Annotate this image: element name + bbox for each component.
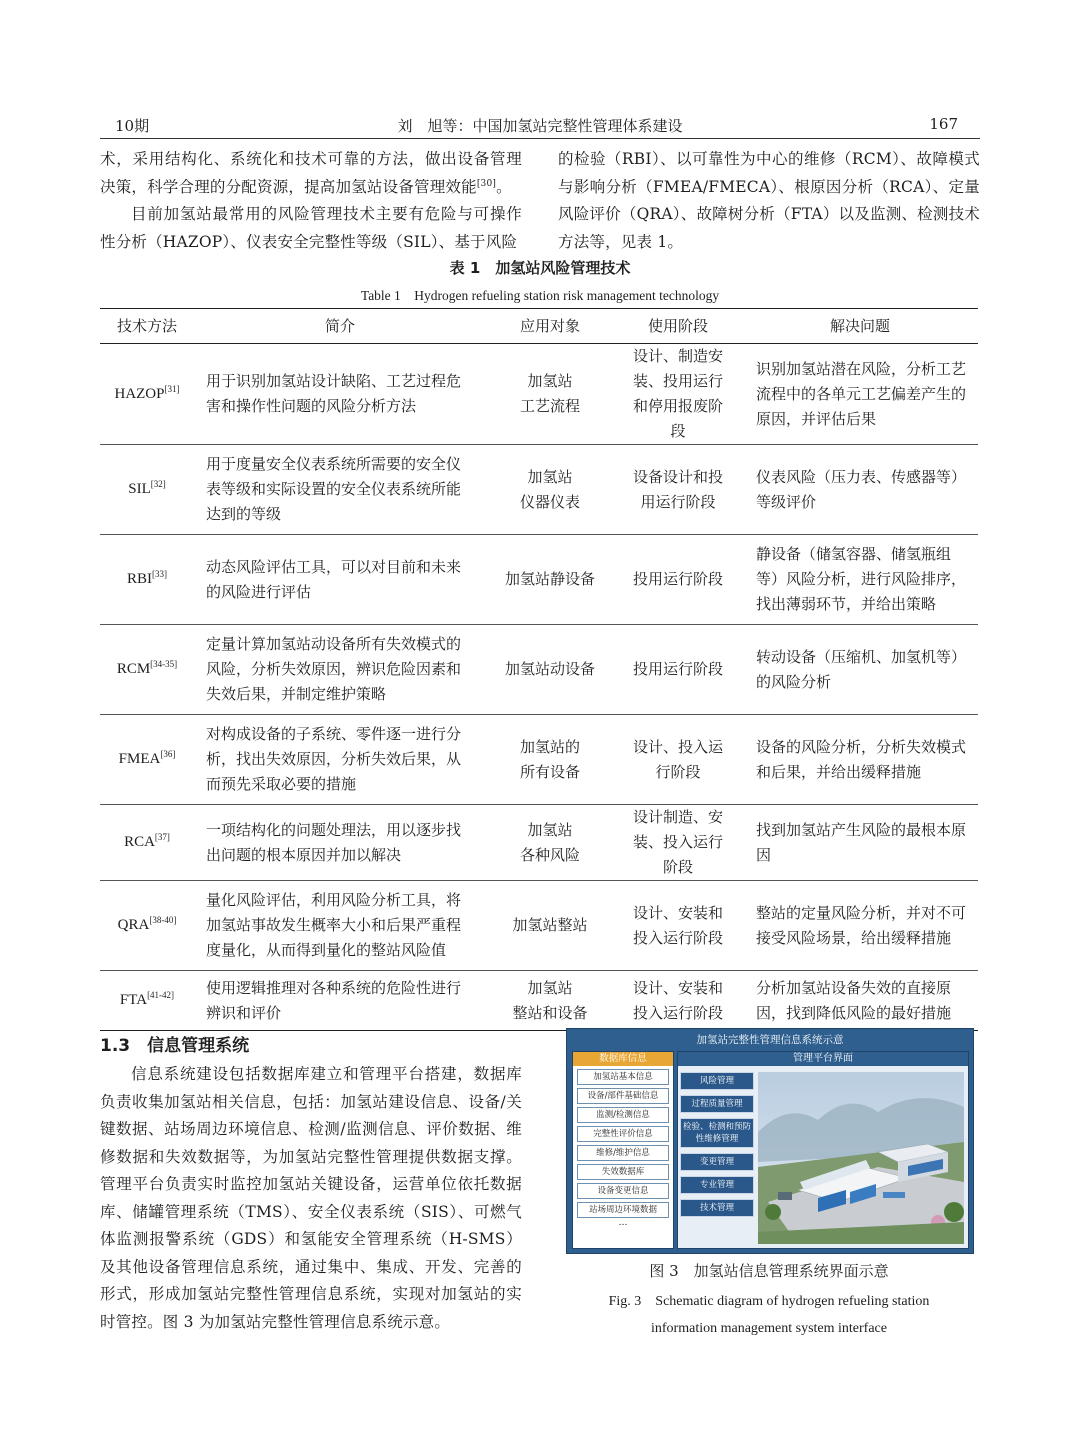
database-item: 维修/维护信息 [577,1145,669,1161]
management-menu-button[interactable]: 风险管理 [680,1072,754,1090]
citation: [33] [152,569,167,579]
problem-cell: 静设备（储氢容器、储氢瓶组等）风险分析，进行风险排序，找出薄弱环节，并给出策略 [742,535,978,625]
column-header: 简介 [194,309,486,344]
intro-paragraph-right: 的检验（RBI）、以可靠性为中心的维修（RCM）、故障模式与影响分析（FMEA/FMECA）、根原因分析（RCA）、定量风险评价（QRA）、故障树分析（FTA）以及监测、检测技术方法等，见表 1。 [558,150,980,251]
method-cell: FTA[41-42] [100,971,194,1031]
column-header: 应用对象 [486,309,614,344]
object-cell: 加氢站静设备 [486,535,614,625]
method-cell: RCA[37] [100,805,194,881]
problem-cell: 设备的风险分析，分析失效模式和后果，并给出缓释措施 [742,715,978,805]
table-caption-cn: 表 1 加氢站风险管理技术 [449,259,631,277]
citation: [41-42] [147,990,175,1000]
intro-cell: 动态风险评估工具，可以对目前和未来的风险进行评估 [194,535,486,625]
management-header: 管理平台界面 [678,1052,968,1066]
header-rule [100,138,980,139]
stage-cell: 设计、投入运行阶段 [614,715,742,805]
problem-cell: 识别加氢站潜在风险，分析工艺流程中的各单元工艺偏差产生的原因，并评估后果 [742,344,978,445]
intro-cell: 用于度量安全仪表系统所需要的安全仪表等级和实际设置的安全仪表系统所能达到的等级 [194,445,486,535]
figure-caption-en [566,1288,972,1342]
object-cell: 加氢站 各种风险 [486,805,614,881]
object-cell: 加氢站 工艺流程 [486,344,614,445]
risk-management-table [100,308,978,1031]
method-cell: HAZOP[31] [100,344,194,445]
citation: [34-35] [150,659,178,669]
stage-cell: 投用运行阶段 [614,535,742,625]
page-number: 167 [929,115,958,133]
stage-cell: 设计、制造安装、投用运行和停用报废阶段 [614,344,742,445]
table-row [100,805,978,881]
database-panel [572,1051,674,1249]
intro-right-column [558,146,980,256]
table-row [100,971,978,1031]
database-item: 失效数据库 [577,1164,669,1180]
citation: [31] [164,383,180,394]
article-title: 刘 旭等：中国加氢站完整性管理体系建设 [397,117,683,135]
intro-paragraph-1: 术，采用结构化、系统化和技术可靠的方法，做出设备管理决策，科学合理的分配资源，提高加氢站设备管理效能[30]。 [100,150,522,196]
management-menu-button[interactable]: 检验、检测和预防性维修管理 [680,1118,754,1148]
method-cell: SIL[32] [100,445,194,535]
problem-cell: 转动设备（压缩机、加氢机等）的风险分析 [742,625,978,715]
database-item: … [618,1218,628,1228]
intro-cell: 一项结构化的问题处理法，用以逐步找出问题的根本原因并加以解决 [194,805,486,881]
figure-caption-en-line-1: Fig. 3 Schematic diagram of hydrogen refueling station [608,1294,930,1309]
database-header: 数据库信息 [573,1052,673,1066]
problem-cell: 分析加氢站设备失效的直接原因，找到降低风险的最好措施 [742,971,978,1031]
method-cell: QRA[38-40] [100,881,194,971]
intro-cell: 对构成设备的子系统、零件逐一进行分析，找出失效原因，分析失效后果，从而预先采取必要的措施 [194,715,486,805]
management-menu-button[interactable]: 过程质量管理 [680,1095,754,1113]
column-header: 使用阶段 [614,309,742,344]
figure-caption-en-line-2: information management system interface [651,1321,887,1336]
management-panel [677,1051,969,1249]
figure-title: 加氢站完整性管理信息系统示意 [696,1034,844,1046]
problem-cell: 整站的定量风险分析，并对不可接受风险场景，给出缓释措施 [742,881,978,971]
citation: [38-40] [149,915,177,925]
table-header-row [100,309,978,344]
database-item: 设备变更信息 [577,1183,669,1199]
table-row [100,625,978,715]
stage-cell: 设计、安装和投入运行阶段 [614,881,742,971]
management-menu-button[interactable]: 专业管理 [680,1176,754,1194]
method-cell: RBI[33] [100,535,194,625]
table-row [100,535,978,625]
column-header: 解决问题 [742,309,978,344]
database-item: 站场周边环境数据 [577,1202,669,1218]
citation: [30] [476,178,497,189]
table-row [100,445,978,535]
intro-cell: 定量计算加氢站动设备所有失效模式的风险，分析失效原因，辨识危险因素和失效后果，并制定维护策略 [194,625,486,715]
citation: [37] [154,832,170,842]
object-cell: 加氢站的 所有设备 [486,715,614,805]
section-heading: 1.3 信息管理系统 [100,1036,250,1056]
problem-cell: 找到加氢站产生风险的最根本原因 [742,805,978,881]
stage-cell: 设计、安装和投入运行阶段 [614,971,742,1031]
object-cell: 加氢站 仪器仪表 [486,445,614,535]
intro-cell: 量化风险评估，利用风险分析工具，将加氢站事故发生概率大小和后果严重程度量化，从而得到量化的整站风险值 [194,881,486,971]
database-item: 设备/部件基础信息 [577,1088,669,1104]
database-item: 完整性评价信息 [577,1126,669,1142]
section-body-column [100,1061,522,1336]
management-menu-button[interactable]: 变更管理 [680,1153,754,1171]
database-item: 监测/检测信息 [577,1107,669,1123]
figure-caption-cn: 图 3 加氢站信息管理系统界面示意 [649,1262,889,1280]
stage-cell: 投用运行阶段 [614,625,742,715]
management-menu-button[interactable]: 技术管理 [680,1199,754,1217]
method-cell: FMEA[36] [100,715,194,805]
stage-cell: 设备设计和投用运行阶段 [614,445,742,535]
stage-cell: 设计制造、安装、投入运行阶段 [614,805,742,881]
hydrogen-station-illustration [758,1072,964,1244]
object-cell: 加氢站 整站和设备 [486,971,614,1031]
intro-cell: 使用逻辑推理对各种系统的危险性进行辨识和评价 [194,971,486,1031]
object-cell: 加氢站整站 [486,881,614,971]
table-row [100,344,978,445]
object-cell: 加氢站动设备 [486,625,614,715]
section-body-paragraph: 信息系统建设包括数据库建立和管理平台搭建，数据库负责收集加氢站相关信息，包括：加氢站建设信息、设备/关键数据、站场周边环境信息、检测/监测信息、评价数据、维修数据和失效数据等，为加氢站完整性管理提供数据支撑。管理平台负责实时监控加氢站关键设备，运营单位依托数据库、储罐管理系统（TMS）、安全仪表系统（SIS）、可燃气体监测报警系统（GDS）和氢能安全管理系统（H-SMS）及其他设备管理信息系统，通过集中、集成、开发、完善的形式，形成加氢站完整性管理信息系统，实现对加氢站的实时管控。图 3 为加氢站完整性管理信息系统示意。 [100,1065,522,1331]
citation: [32] [150,479,166,489]
management-menu [680,1072,754,1222]
table-row [100,881,978,971]
problem-cell: 仪表风险（压力表、传感器等）等级评价 [742,445,978,535]
method-cell: RCM[34-35] [100,625,194,715]
column-header: 技术方法 [100,309,194,344]
citation: [36] [160,749,176,759]
database-item: 加氢站基本信息 [577,1069,669,1085]
intro-cell: 用于识别加氢站设计缺陷、工艺过程危害和操作性问题的风险分析方法 [194,344,486,445]
figure-3-system-diagram [566,1028,974,1254]
intro-left-column [100,146,522,256]
table-row [100,715,978,805]
table-caption-en: Table 1 Hydrogen refueling station risk management technology [360,288,720,303]
intro-paragraph-2: 目前加氢站最常用的风险管理技术主要有危险与可操作性分析（HAZOP）、仪表安全完整性等级（SIL）、基于风险 [100,205,522,251]
running-header [100,113,980,137]
issue-number: 10期 [115,117,150,135]
